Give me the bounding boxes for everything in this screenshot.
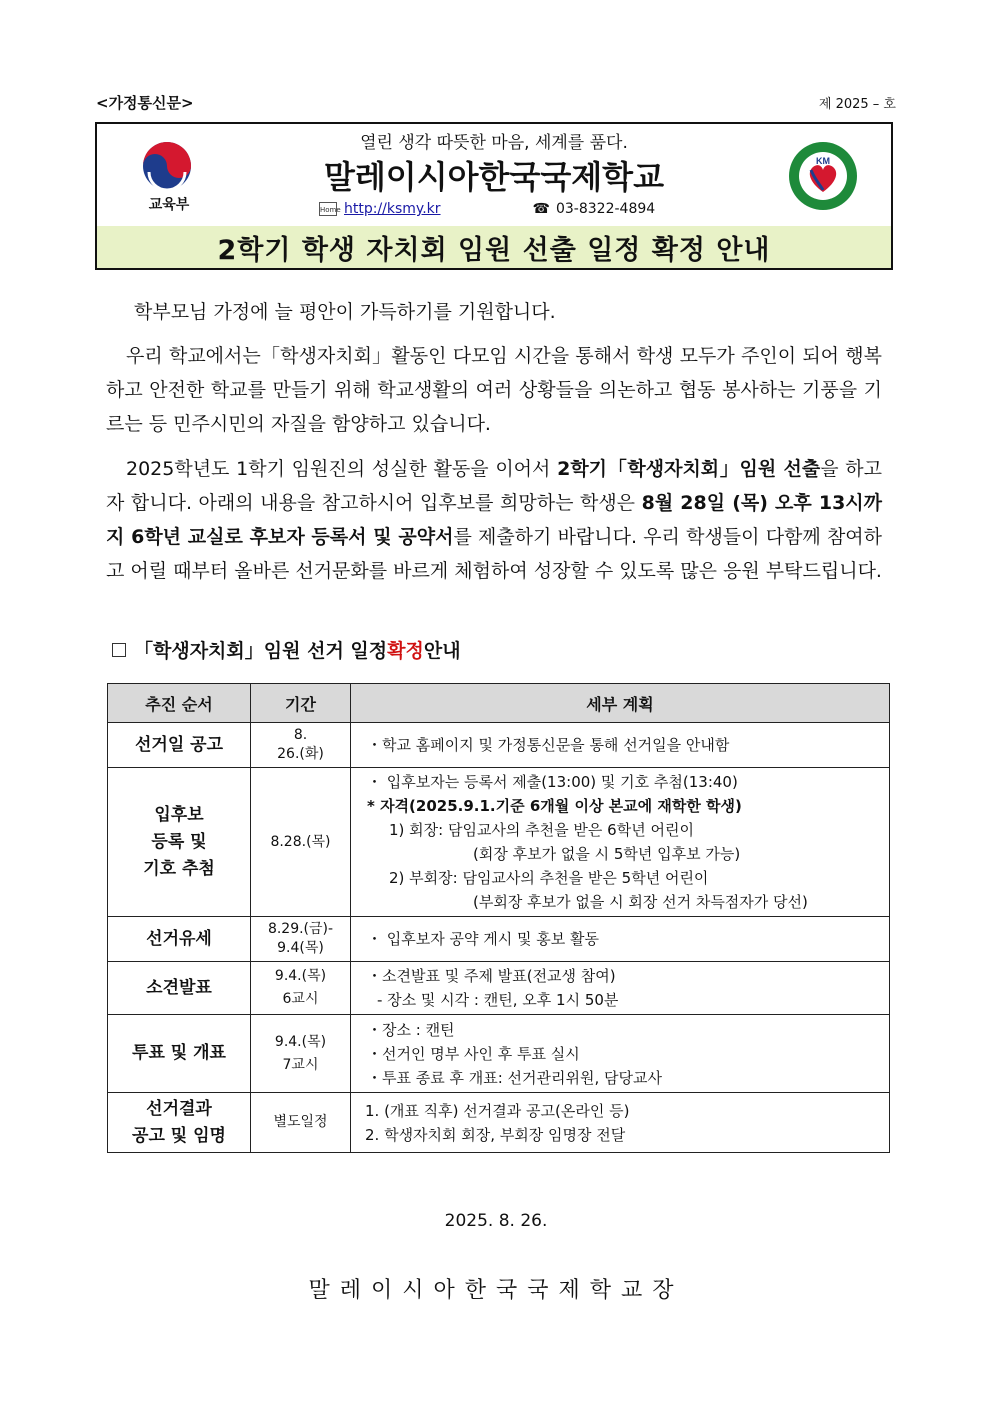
checkbox-icon xyxy=(112,643,126,657)
table-row xyxy=(108,917,890,962)
home-icon: Home xyxy=(319,202,337,216)
detail-cell: ・ 입후보자는 등록서 제출(13:00) 및 기호 추첨(13:40) * 자격(2025.9.1.기준 6개월 이상 본교에 재학한 학생) 1) 회장: 담임교사의 추천을 받은 6학년 어린이 (회장 후보가 없을 시 5학년 입후보 가능) 2) 부회장: 담임교사의 추천을 받은 5학년 어린이 (부회장 후보가 없을 시 회장 선거 차득점자가 당선) xyxy=(351,768,890,917)
school-logo-icon xyxy=(787,140,859,212)
letterhead-top xyxy=(97,124,891,229)
period-cell: 8. 26.(화) xyxy=(251,723,351,768)
stage-cell: 선거일 공고 xyxy=(108,723,251,768)
issue-date: 2025. 8. 26. xyxy=(444,1211,548,1231)
election-schedule-table xyxy=(107,683,890,1153)
school-website-link[interactable]: http://ksmy.kr xyxy=(344,201,441,217)
contact-info xyxy=(319,201,655,217)
svg-text:KM: KM xyxy=(816,156,830,166)
principal-signature: 말레이시아한국국제학교장 xyxy=(308,1278,684,1303)
period-cell: 9.4.(목) 7교시 xyxy=(251,1015,351,1093)
header-period: 기간 xyxy=(251,684,351,723)
table-row xyxy=(108,768,890,917)
detail-cell: ・소견발표 및 주제 발표(전교생 참여) - 장소 및 시각 : 캔틴, 오후 1시 50분 xyxy=(351,962,890,1015)
phone-icon: ☎ xyxy=(532,201,550,217)
letterhead xyxy=(95,122,893,270)
school-phone: 03-8322-4894 xyxy=(555,201,656,217)
period-cell: 별도일정 xyxy=(251,1093,351,1153)
stage-cell: 입후보 등록 및 기호 추첨 xyxy=(108,768,251,917)
detail-cell: ・ 입후보자 공약 게시 및 홍보 활동 xyxy=(351,917,890,962)
moe-label: 교육부 xyxy=(148,197,190,213)
greeting-paragraph: 학부모님 가정에 늘 평안이 가득하기를 기원합니다. xyxy=(134,301,556,323)
document-number: 제 2025 – 호 xyxy=(818,97,896,112)
stage-cell: 투표 및 개표 xyxy=(108,1015,251,1093)
notice-title: 2학기 학생 자치회 임원 선출 일정 확정 안내 xyxy=(97,226,891,268)
table-row xyxy=(108,962,890,1015)
document-type-label: <가정통신문> xyxy=(96,94,194,112)
school-name: 말레이시아한국국제학교 xyxy=(323,158,665,196)
header-stage: 추진 순서 xyxy=(108,684,251,723)
table-row xyxy=(108,723,890,768)
detail-cell: 1. (개표 직후) 선거결과 공고(온라인 등) 2. 학생자치회 회장, 부회장 임명장 전달 xyxy=(351,1093,890,1153)
period-cell: 8.28.(목) xyxy=(251,768,351,917)
stage-cell: 선거유세 xyxy=(108,917,251,962)
detail-cell: ・학교 홈페이지 및 가정통신문을 통해 선거일을 안내함 xyxy=(351,723,890,768)
detail-cell: ・장소 : 캔틴 ・선거인 명부 사인 후 투표 실시 ・투표 종료 후 개표: 선거관리위원, 담당교사 xyxy=(351,1015,890,1093)
period-cell: 8.29.(금)- 9.4(목) xyxy=(251,917,351,962)
stage-cell: 선거결과 공고 및 임명 xyxy=(108,1093,251,1153)
intro-paragraph: 우리 학교에서는「학생자치회」활동인 다모임 시간을 통해서 학생 모두가 주인이 되어 행복하고 안전한 학교를 만들기 위해 학교생활의 여러 상황들을 의논하고 협동 봉사하는 기풍을 기르는 등 민주시민의 자질을 함양하고 있습니다. xyxy=(106,345,882,435)
election-paragraph: 2025학년도 1학기 임원진의 성실한 활동을 이어서 2학기「학생자치회」임원 선출을 하고자 합니다. 아래의 내용을 참고하시어 입후보를 희망하는 학생은 8월 28일 (목) 오후 13시까지 6학년 교실로 후보자 등록서 및 공약서를 제출하기 바랍니다. 우리 학생들이 다함께 참여하고 어릴 때부터 올바른 선거문화를 바르게 체험하여 성장할 수 있도록 많은 응원 부탁드립니다. xyxy=(106,458,883,582)
header-detail: 세부 계획 xyxy=(351,684,890,723)
table-header-row xyxy=(108,684,890,723)
period-cell: 9.4.(목) 6교시 xyxy=(251,962,351,1015)
schedule-heading: 「학생자치회」임원 선거 일정 확정 안내 xyxy=(112,636,461,663)
confirmed-highlight: 확정 xyxy=(387,640,424,662)
school-motto: 열린 생각 따뜻한 마음, 세계를 품다. xyxy=(360,133,628,153)
stage-cell: 소견발표 xyxy=(108,962,251,1015)
table-row xyxy=(108,1015,890,1093)
table-row xyxy=(108,1093,890,1153)
